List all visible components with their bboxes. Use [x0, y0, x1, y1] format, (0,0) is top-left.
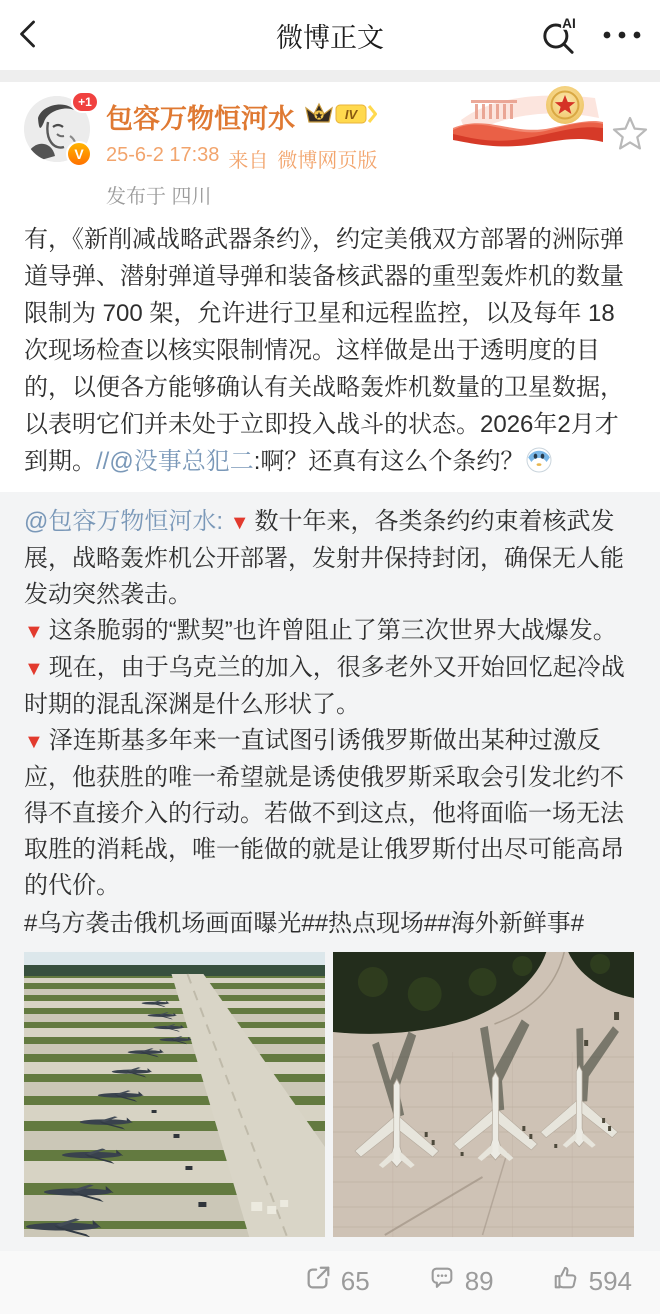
quote-paragraph — [24, 650, 636, 723]
source-client[interactable]: 微博网页版 — [277, 150, 378, 172]
source-prefix: 来自 — [228, 150, 269, 172]
repost-count: 65 — [340, 1266, 370, 1296]
action-bar — [0, 1251, 660, 1314]
red-triangle-icon: ▼ — [24, 621, 44, 643]
post-image-bombers-satellite[interactable] — [333, 952, 634, 1237]
comment-button[interactable] — [422, 1263, 500, 1300]
quote-paragraph — [24, 504, 636, 613]
quote-author-link[interactable]: @包容万物恒河水: — [24, 508, 230, 535]
post-image-bombers-airfield[interactable] — [24, 952, 325, 1237]
page-title: 微博正文 — [276, 22, 384, 53]
red-triangle-icon: ▼ — [229, 512, 250, 534]
quoted-post[interactable] — [0, 492, 660, 1251]
svg-text:IV: IV — [344, 107, 358, 122]
post-card — [0, 82, 660, 1314]
verified-v-badge: V — [66, 141, 92, 167]
quote-paragraph — [24, 613, 636, 650]
comment-count: 89 — [464, 1266, 494, 1296]
like-count: 594 — [588, 1266, 632, 1296]
section-separator — [0, 70, 660, 82]
question-face-emoji — [526, 447, 552, 473]
ellipsis-icon — [602, 28, 642, 43]
repost-button[interactable] — [298, 1263, 376, 1300]
quote-paragraph — [24, 723, 636, 904]
mention-link[interactable]: //@没事总犯二 — [96, 448, 254, 475]
repost-icon — [304, 1264, 332, 1299]
mention-comment: :啊？还真有这么个条约？ — [253, 448, 525, 475]
member-level-badge[interactable] — [303, 101, 377, 132]
author-info — [106, 96, 377, 209]
comment-icon — [428, 1264, 456, 1299]
ai-search-button[interactable] — [538, 14, 580, 56]
username[interactable]: 包容万物恒河水 — [106, 104, 295, 134]
thumbs-up-icon — [552, 1264, 580, 1299]
top-bar-actions — [538, 0, 642, 70]
post-meta — [106, 144, 377, 173]
ai-search-icon — [538, 16, 580, 59]
svg-text:AI: AI — [562, 16, 576, 32]
back-button[interactable] — [16, 18, 40, 50]
quote-text: 泽连斯基多年来一直试图引诱俄罗斯做出某种过激反应，他获胜的唯一希望就是诱使俄罗斯采取会引发北约不得不直接介入的行动。若做不到这点，他将面临一场无法取胜的消耗战，唯一能做的就是让俄罗斯付出尽可能高昂的代价。 — [24, 727, 624, 899]
post-location: 发布于 四川 — [106, 186, 212, 208]
quote-text: 这条脆弱的“默契”也许曾阻止了第三次世界大战爆发。 — [48, 617, 617, 644]
image-grid — [24, 952, 636, 1237]
red-triangle-icon: ▼ — [24, 731, 44, 753]
top-bar — [0, 0, 660, 70]
author-header — [0, 96, 660, 209]
more-button[interactable] — [602, 30, 642, 40]
avatar[interactable] — [24, 96, 90, 162]
post-text: 有，《新削减战略武器条约》，约定美俄双方部署的洲际弹道导弹、潜射弹道导弹和装备核武器的重型轰炸机的数量限制为 700 架，允许进行卫星和远程监控，以及每年 18 次现场检查以核实限制情况。这样做是出于透明度的目的，以便各方能够确认有关战略轰炸机数量的卫星数据，以表明它们并未处于立即投入战斗的状态。2026年2月才到期。 — [24, 226, 624, 475]
timestamp: 25-6-2 17:38 — [106, 144, 220, 166]
hashtag-links[interactable]: #乌方袭击俄机场画面曝光##热点现场##海外新鲜事# — [24, 910, 585, 937]
quote-text: 数十年来，各类条约约束着核武发展，战略轰炸机公开部署，发射井保持封闭，确保无人能发动突然袭击。 — [24, 508, 624, 608]
post-body — [0, 221, 660, 480]
star-outline-icon — [610, 142, 650, 157]
quote-text: 现在，由于乌克兰的加入，很多老外又开始回忆起冷战时期的混乱深渊是什么形状了。 — [24, 654, 625, 718]
favorite-button[interactable] — [610, 114, 650, 154]
red-triangle-icon: ▼ — [24, 658, 44, 680]
follow-plus-badge[interactable]: +1 — [71, 91, 99, 113]
chevron-left-icon — [16, 38, 40, 53]
like-button[interactable] — [546, 1263, 638, 1300]
